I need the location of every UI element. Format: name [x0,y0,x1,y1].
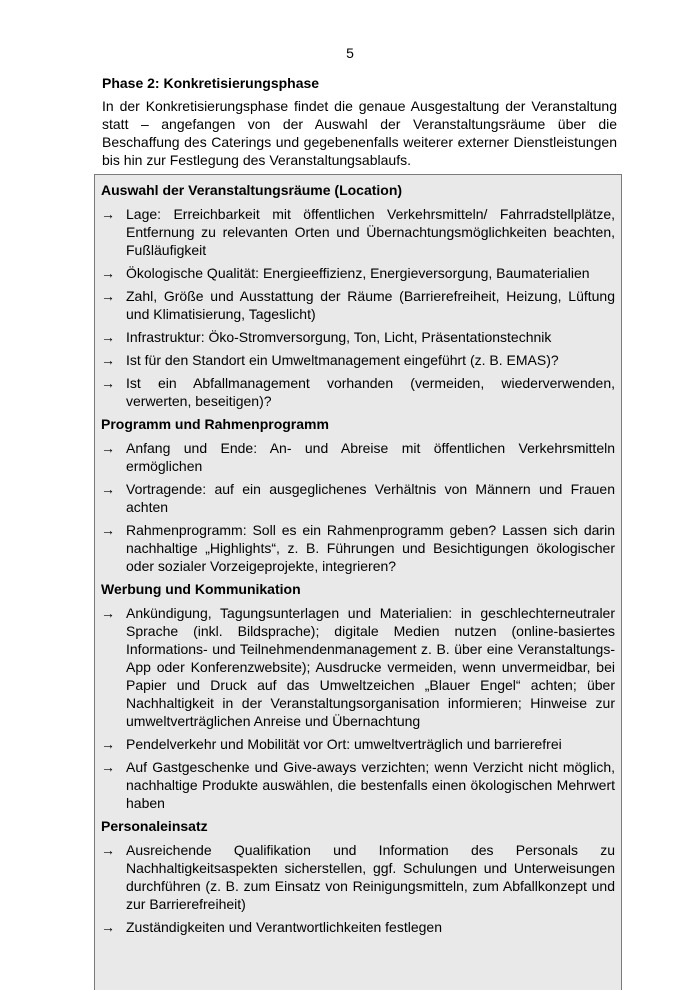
section-heading: Auswahl der Veranstaltungsräume (Location) [101,182,403,198]
arrow-icon: → [101,842,115,858]
list-item-text: Ist für den Standort ein Umweltmanagement eingeführt (z. B. EMAS)? [126,352,559,368]
arrow-icon: → [101,481,115,497]
list-item-text: Vortragende: auf ein ausgeglichenes Verhältnis von Männern und Frauen achten [126,481,615,515]
arrow-icon: → [101,919,115,935]
list-item-text: Auf Gastgeschenke und Give-aways verzichten; wenn Verzicht nicht möglich, nachhaltige Produkte auswählen, die bestenfalls einen ökologischen Mehrwert haben [126,759,615,811]
list-item [101,264,615,282]
arrow-icon: → [101,759,115,775]
list-item-text: Anfang und Ende: An- und Abreise mit öffentlichen Verkehrsmitteln ermöglichen [126,440,615,474]
arrow-icon: → [101,352,115,368]
list-item [101,841,615,913]
arrow-icon: → [101,605,115,621]
arrow-icon: → [101,288,115,304]
list-item [101,351,615,369]
arrow-icon: → [101,440,115,456]
list-item [101,918,615,936]
list-item-text: Ausreichende Qualifikation und Information des Personals zu Nachhaltigkeitsaspekten sicherstellen, ggf. Schulungen und Unterweisungen durchführen (z. B. zum Einsatz von Reinigungsmitteln, zum Abfallkonzept und zur Barrierefreiheit) [126,842,615,912]
section-heading: Werbung und Kommunikation [101,581,301,597]
list-item [101,735,615,753]
list-item [101,374,615,410]
list-item [101,439,615,475]
list-item-text: Rahmenprogramm: Soll es ein Rahmenprogramm geben? Lassen sich darin nachhaltige „Highlights“, z. B. Führungen und Besichtigungen ökologischer oder sozialer Vorzeigeprojekte, integrieren? [126,522,615,574]
list-item-text: Ist ein Abfallmanagement vorhanden (vermeiden, wiederverwenden, verwerten, beseitigen)? [126,375,615,409]
list-item-text: Infrastruktur: Öko-Stromversorgung, Ton, Licht, Präsentationstechnik [126,329,552,345]
list-item [101,604,615,730]
arrow-icon: → [101,375,115,391]
list-item [101,205,615,259]
list-item-text: Pendelverkehr und Mobilität vor Ort: umweltverträglich und barrierefrei [126,736,562,752]
list-item-text: Lage: Erreichbarkeit mit öffentlichen Verkehrsmitteln/ Fahrradstellplätze, Entfernung zu relevanten Orten und Übernachtungsmöglichkeiten beachten, Fußläufigkeit [126,206,615,258]
section-heading: Personaleinsatz [101,818,208,834]
arrow-icon: → [101,206,115,222]
arrow-icon: → [101,329,115,345]
intro-paragraph: In der Konkretisierungsphase findet die genaue Ausgestaltung der Veranstaltung statt – angefangen von der Auswahl der Veranstaltungsräume über die Beschaffung des Caterings und gegebenenfalls weiterer externer Dienstleistungen bis hin zur Festlegung des Veranstaltungsablaufs. [102,98,617,168]
list-item [101,521,615,575]
list-item-text: Ankündigung, Tagungsunterlagen und Materialien: in geschlechterneutraler Sprache (inkl. Bildsprache); digitale Medien nutzen (online-basiertes Informations- und Teilnehmendenmanagement z. B. über eine Veranstaltungs-App oder Konferenzwebsite); Ausdrucke vermeiden, wenn unvermeidbar, bei Papier und Druck auf das Umweltzeichen „Blauer Engel“ achten; über Nachhaltigkeit in der Veranstaltungsorganisation informieren; Hinweise zur umweltverträglichen Anreise und Übernachtung [126,605,615,729]
list-item-text: Ökologische Qualität: Energieeffizienz, Energieversorgung, Baumaterialien [126,265,590,281]
list-item [101,287,615,323]
page-number: 5 [346,45,354,61]
list-item [101,480,615,516]
arrow-icon: → [101,265,115,281]
checklist-box [94,174,622,990]
list-item-text: Zahl, Größe und Ausstattung der Räume (Barrierefreiheit, Heizung, Lüftung und Klimatisierung, Tageslicht) [126,288,615,322]
list-item-text: Zuständigkeiten und Verantwortlichkeiten festlegen [126,919,442,935]
list-item [101,758,615,812]
section-heading: Programm und Rahmenprogramm [101,416,329,432]
arrow-icon: → [101,736,115,752]
phase-title: Phase 2: Konkretisierungsphase [102,75,320,91]
arrow-icon: → [101,522,115,538]
list-item [101,328,615,346]
